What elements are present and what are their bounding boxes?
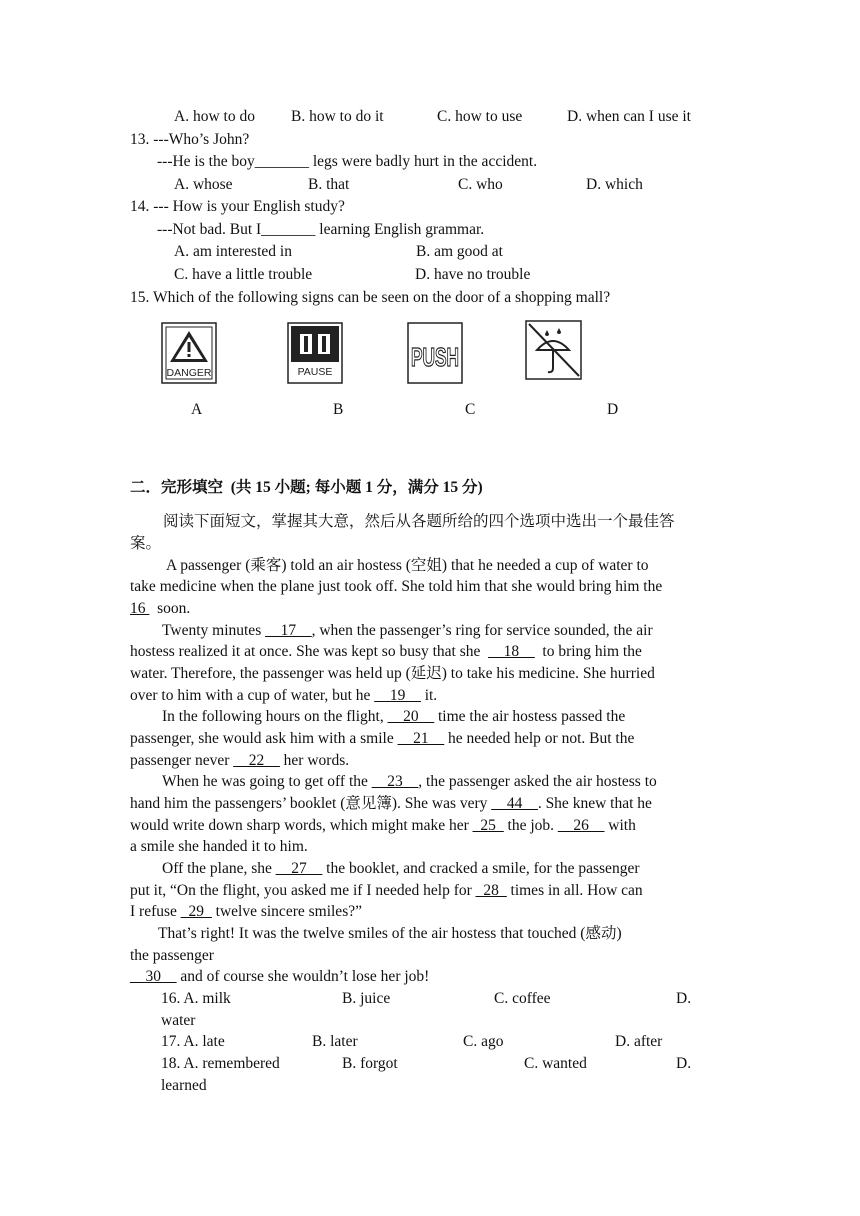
passage-text: to bring him the [542, 643, 642, 660]
blank-20: __20__ [387, 708, 435, 725]
passage-text: put it, “On the flight, you asked me if I needed help for [130, 882, 476, 899]
passage-line [162, 772, 657, 792]
sign-label-a: A [191, 401, 203, 418]
q14-answer: ---Not bad. But I_______ learning English grammar. [157, 221, 485, 238]
q18-option-a: 18. A. remembered [161, 1055, 280, 1072]
sign-a-text: DANGER [166, 367, 212, 379]
q18-option-d-text: learned [161, 1077, 207, 1094]
passage-text: the booklet, and cracked a smile, for the passenger [322, 860, 640, 877]
q12-option-c: C. how to use [437, 108, 523, 125]
q17-option-c: C. ago [463, 1033, 504, 1050]
q14-option-a: A. am interested in [174, 243, 292, 260]
sign-label-c: C [465, 401, 476, 418]
passage-text: hand him the passengers’ booklet (意见簿). She was very [130, 795, 492, 812]
q14-option-b: B. am good at [416, 243, 503, 260]
passage-text: it. [420, 687, 438, 704]
passage-line [130, 794, 652, 814]
passage-text: Off the plane, she [162, 860, 276, 877]
q13-option-b: B. that [308, 176, 350, 193]
passage-line [162, 859, 639, 879]
blank-17: __17__ [265, 622, 312, 639]
sign-label-b: B [333, 401, 344, 418]
passage-line [130, 967, 429, 987]
push-sign [407, 322, 463, 382]
danger-sign [161, 322, 217, 382]
passage-line [130, 881, 643, 901]
section-scoring: (共 15 小题; 每小题 1 分，满分 15 分) [230, 479, 483, 496]
section-number: 二．完形填空 [130, 479, 224, 496]
blank-27: __27__ [275, 860, 323, 877]
passage-line: take medicine when the plane just took off. She told him that she would bring him the [130, 578, 663, 595]
q18-option-b: B. forgot [342, 1055, 398, 1072]
sign-b-text: PAUSE [297, 366, 333, 378]
keep-dry-sign [525, 320, 581, 380]
q16-option-c: C. coffee [494, 990, 551, 1007]
passage-text: . She knew that he [537, 795, 652, 812]
passage-line: the passenger [130, 947, 214, 964]
q12-option-d: D. when can I use it [567, 108, 691, 125]
passage-text: times in all. How can [506, 882, 643, 899]
passage-text: Twenty minutes [162, 622, 266, 639]
passage-text: I refuse [130, 903, 181, 920]
passage-line [130, 902, 362, 922]
instructions-line-1: 阅读下面短文，掌握其大意，然后从各题所给的四个选项中选出一个最佳答 [163, 513, 675, 530]
passage-text: twelve sincere smiles?” [211, 903, 362, 920]
passage-line: A passenger (乘客) told an air hostess (空姐) that he needed a cup of water to [166, 557, 649, 574]
passage-text: In the following hours on the flight, [162, 708, 388, 725]
q13-stem: 13. ---Who’s John? [130, 131, 250, 148]
q12-option-b: B. how to do it [291, 108, 384, 125]
passage-text: When he was going to get off the [162, 773, 372, 790]
passage-line: water. Therefore, the passenger was held up (延迟) to take his medicine. She hurried [130, 665, 655, 682]
passage-text: her words. [279, 752, 350, 769]
passage-line: a smile she handed it to him. [130, 838, 308, 855]
q17-option-d: D. after [615, 1033, 663, 1050]
passage-text: the job. [503, 817, 558, 834]
q15-stem: 15. Which of the following signs can be seen on the door of a shopping mall? [130, 289, 611, 306]
blank-23: __23__ [371, 773, 419, 790]
q16-option-a: 16. A. milk [161, 990, 231, 1007]
q14-option-d: D. have no trouble [415, 266, 531, 283]
sign-label-d: D [607, 401, 619, 418]
blank-22: __22__ [233, 752, 280, 769]
passage-line [130, 729, 634, 749]
blank-24: __44__ [491, 795, 538, 812]
q12-option-a: A. how to do [174, 108, 255, 125]
q13-option-a: A. whose [174, 176, 233, 193]
passage-line [162, 621, 653, 641]
section-heading [130, 478, 483, 498]
passage-text: with [604, 817, 636, 834]
blank-21: __21__ [397, 730, 445, 747]
blank-16: 16 [130, 600, 150, 617]
passage-text: over to him with a cup of water, but he [130, 687, 375, 704]
q16-option-b: B. juice [342, 990, 391, 1007]
pause-sign [287, 322, 343, 382]
passage-text: and of course she wouldn’t lose her job! [176, 968, 430, 985]
q17-option-a: 17. A. late [161, 1033, 225, 1050]
passage-text: time the air hostess passed the [434, 708, 626, 725]
blank-29: _29_ [180, 903, 212, 920]
passage-text: he needed help or not. But the [444, 730, 635, 747]
passage-text: would write down sharp words, which might make her [130, 817, 473, 834]
passage-text: hostess realized it at once. She was kept so busy that she [130, 643, 481, 660]
passage-line [130, 751, 349, 771]
passage-line [162, 707, 625, 727]
blank-30: __30__ [130, 968, 177, 985]
q18-option-c: C. wanted [524, 1055, 587, 1072]
passage-line [130, 599, 190, 619]
passage-line: That’s right! It was the twelve smiles of the air hostess that touched (感动) [158, 925, 622, 942]
instructions-line-2: 案。 [130, 535, 162, 552]
blank-25: _25_ [472, 817, 504, 834]
q13-option-c: C. who [458, 176, 503, 193]
q16-option-d-text: water [161, 1012, 196, 1029]
q13-option-d: D. which [586, 176, 643, 193]
blank-19: __19__ [374, 687, 421, 704]
q18-option-d: D. [676, 1055, 692, 1072]
q17-option-b: B. later [312, 1033, 358, 1050]
sign-c-text: PUSH [411, 342, 459, 372]
passage-line [130, 816, 636, 836]
passage-text: soon. [157, 600, 191, 617]
passage-text: , when the passenger’s ring for service sounded, the air [311, 622, 653, 639]
q14-option-c: C. have a little trouble [174, 266, 313, 283]
passage-line [130, 686, 437, 706]
q13-answer: ---He is the boy_______ legs were badly hurt in the accident. [157, 153, 538, 170]
passage-text: , the passenger asked the air hostess to [418, 773, 657, 790]
passage-line [130, 642, 642, 662]
passage-text: passenger never [130, 752, 234, 769]
q16-option-d: D. [676, 990, 692, 1007]
q14-stem: 14. --- How is your English study? [130, 198, 345, 215]
passage-text: passenger, she would ask him with a smile [130, 730, 398, 747]
blank-28: _28_ [475, 882, 507, 899]
blank-18: __18__ [488, 643, 535, 660]
blank-26: __26__ [557, 817, 605, 834]
